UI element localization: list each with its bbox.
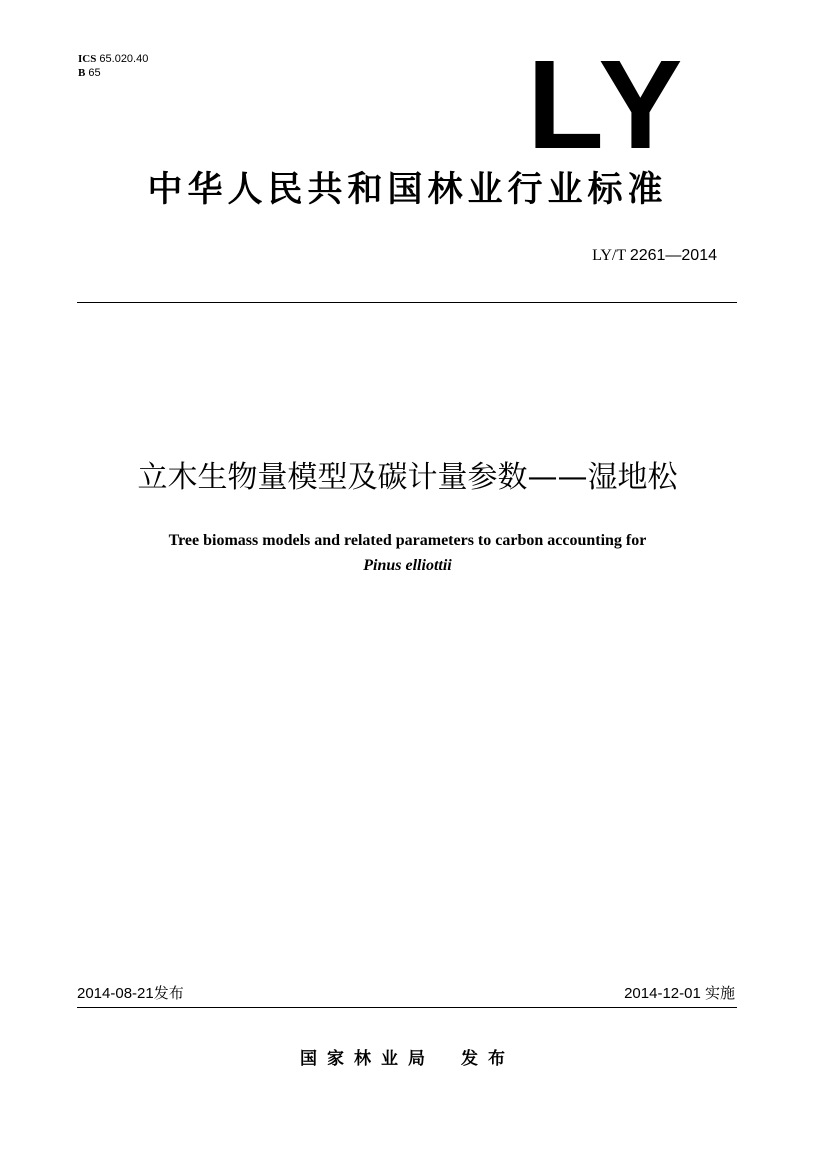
standard-title: 中华人民共和国林业行业标准 <box>147 170 668 210</box>
document-title-zh: 立木生物量模型及碳计量参数——湿地松 <box>137 460 678 495</box>
effective-date <box>624 984 735 1003</box>
ly-logo: LY <box>527 34 689 175</box>
issue-date-label: 发布 <box>153 984 184 1002</box>
ics-label: ICS <box>78 53 97 65</box>
effective-date-label: 实施 <box>704 984 735 1002</box>
ics-line <box>78 52 148 66</box>
effective-date-value: 2014-12-01 <box>624 985 701 1002</box>
top-divider <box>77 302 737 303</box>
issue-date-value: 2014-08-21 <box>77 985 154 1002</box>
ics-code: 65.020.40 <box>99 53 149 65</box>
ccs-code: 65 <box>88 67 101 79</box>
bottom-divider <box>77 1007 737 1008</box>
ccs-line <box>78 66 148 80</box>
classification-codes <box>78 52 148 80</box>
issuer-organization: 国家林业局 <box>300 1049 435 1069</box>
document-title-en-species: Pinus elliottii <box>363 557 452 574</box>
issue-date <box>77 984 184 1003</box>
issuer-action: 发布 <box>461 1049 515 1069</box>
standard-code <box>592 246 717 266</box>
document-title-en: Tree biomass models and related parameters to carbon accounting for <box>168 532 647 549</box>
ccs-label: B <box>78 67 86 79</box>
standard-code-prefix: LY/T <box>592 247 626 264</box>
standard-code-number: 2261—2014 <box>629 247 717 264</box>
issuer <box>0 1048 815 1070</box>
